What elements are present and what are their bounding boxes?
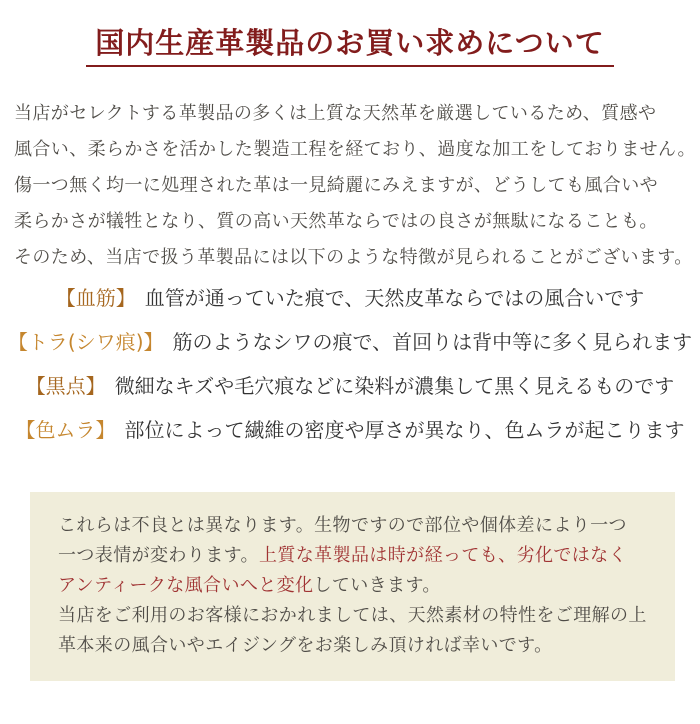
feature-text: 部位によって繊維の密度や厚さが異なり、色ムラが起こります	[124, 418, 685, 442]
note-text: これらは不良とは異なります。生物ですので部位や個体差により一つ	[58, 515, 627, 536]
feature-item-tora	[0, 320, 700, 364]
note-text: 当店をご利用のお客様におかれましては、天然素材の特性をご理解の上	[58, 605, 647, 626]
feature-item-kokuten	[0, 364, 700, 408]
note-line	[58, 541, 651, 571]
note-line	[58, 631, 651, 661]
feature-label: 【黒点】	[25, 374, 106, 398]
intro-line: そのため、当店で扱う革製品には以下のような特徴が見られることがございます。	[14, 247, 693, 268]
feature-item-chisuji	[0, 276, 700, 320]
note-text: 一つ表情が変わります。	[58, 545, 259, 566]
note-text-red: アンティークな風合いへと変化	[58, 575, 314, 596]
note-line	[58, 601, 651, 631]
feature-list	[0, 276, 700, 452]
intro-line: 柔らかさが犠牲となり、質の高い天然革ならではの良さが無駄になることも。	[14, 211, 658, 232]
feature-text: 血管が通っていた痕で、天然皮革ならではの風合いです	[144, 286, 645, 310]
page-title: 国内生産革製品のお買い求めについて	[86, 24, 613, 67]
intro-line: 風合い、柔らかさを活かした製造工程を経ており、過度な加工をしておりません。	[14, 139, 696, 160]
feature-label: 【色ムラ】	[15, 418, 116, 442]
note-line	[58, 511, 651, 541]
note-text: 革本来の風合いやエイジングをお楽しみ頂ければ幸いです。	[58, 635, 553, 656]
note-text: していきます。	[313, 575, 441, 596]
note-text-red: 上質な革製品は時が経っても、劣化ではなく	[258, 545, 627, 566]
intro-line: 傷一つ無く均一に処理された革は一見綺麗にみえますが、どうしても風合いや	[14, 175, 658, 196]
intro-line: 当店がセレクトする革製品の多くは上質な天然革を厳選しているため、質感や	[14, 103, 657, 124]
feature-label: 【血筋】	[55, 286, 136, 310]
feature-item-iromura	[0, 408, 700, 452]
notice-page	[0, 24, 700, 681]
title-block	[0, 24, 700, 67]
feature-text: 微細なキズや毛穴痕などに染料が濃集して黒く見えるものです	[114, 374, 675, 398]
feature-label: 【トラ(シワ痕)】	[7, 330, 164, 354]
note-line	[58, 571, 651, 601]
intro-paragraph	[14, 96, 696, 276]
feature-text: 筋のようなシワの痕で、首回りは背中等に多く見られます	[172, 330, 693, 354]
note-box	[30, 492, 675, 681]
